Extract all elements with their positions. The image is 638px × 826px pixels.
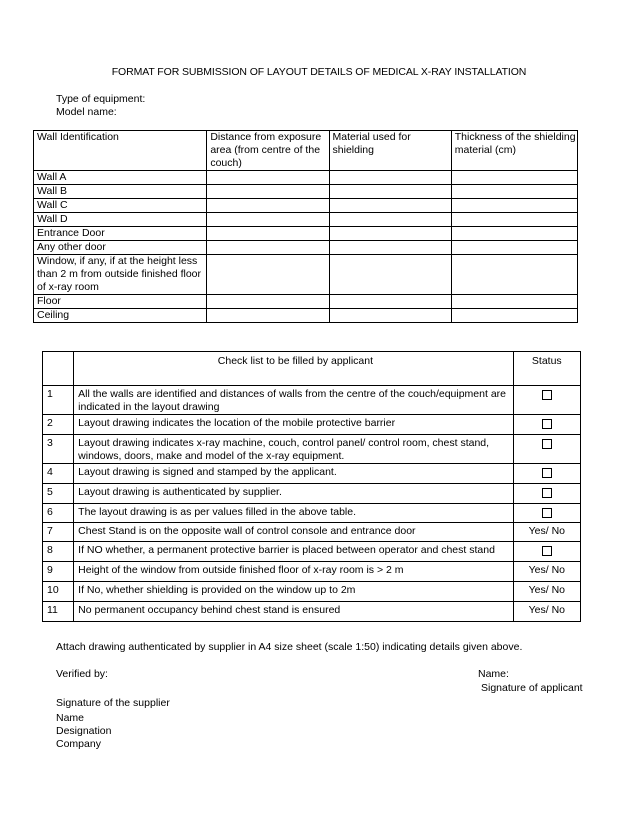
header-material: Material used for shielding bbox=[329, 131, 451, 171]
thickness-cell[interactable] bbox=[451, 227, 577, 241]
item-number: 6 bbox=[43, 504, 74, 523]
checkbox-icon[interactable] bbox=[542, 488, 552, 498]
table-row bbox=[34, 241, 578, 255]
material-cell[interactable] bbox=[329, 199, 451, 213]
checklist-header-row bbox=[43, 352, 581, 386]
thickness-cell[interactable] bbox=[451, 185, 577, 199]
thickness-cell[interactable] bbox=[451, 213, 577, 227]
name-label-right: Name: bbox=[478, 668, 509, 680]
name-label: Name bbox=[56, 712, 85, 724]
verified-by-label: Verified by: bbox=[56, 668, 108, 680]
item-number: 5 bbox=[43, 484, 74, 504]
status-cell[interactable] bbox=[513, 386, 580, 415]
status-cell[interactable] bbox=[513, 415, 580, 435]
thickness-cell[interactable] bbox=[451, 255, 577, 295]
item-text: The layout drawing is as per values filled in the above table. bbox=[74, 504, 513, 523]
thickness-cell[interactable] bbox=[451, 309, 577, 323]
wall-label: Any other door bbox=[34, 241, 207, 255]
table-row bbox=[43, 582, 581, 602]
item-number: 2 bbox=[43, 415, 74, 435]
item-text: Layout drawing is authenticated by supplier. bbox=[74, 484, 513, 504]
material-cell[interactable] bbox=[329, 185, 451, 199]
table-row bbox=[43, 415, 581, 435]
item-number: 11 bbox=[43, 602, 74, 622]
item-text: All the walls are identified and distances of walls from the centre of the couch/equipment are indicated in the layout drawing bbox=[74, 386, 513, 415]
table-row bbox=[34, 255, 578, 295]
table-row bbox=[34, 213, 578, 227]
wall-label: Floor bbox=[34, 295, 207, 309]
status-cell[interactable] bbox=[513, 542, 580, 562]
checkbox-icon[interactable] bbox=[542, 508, 552, 518]
wall-label: Wall C bbox=[34, 199, 207, 213]
distance-cell[interactable] bbox=[207, 213, 329, 227]
table-row bbox=[43, 602, 581, 622]
table-row bbox=[43, 484, 581, 504]
material-cell[interactable] bbox=[329, 213, 451, 227]
status-value[interactable]: Yes/ No bbox=[513, 602, 580, 622]
material-cell[interactable] bbox=[329, 171, 451, 185]
attach-note: Attach drawing authenticated by supplier in A4 size sheet (scale 1:50) indicating details given above. bbox=[56, 641, 523, 653]
material-cell[interactable] bbox=[329, 255, 451, 295]
equipment-meta bbox=[56, 93, 145, 119]
item-number: 8 bbox=[43, 542, 74, 562]
item-text: No permanent occupancy behind chest stand is ensured bbox=[74, 602, 513, 622]
thickness-cell[interactable] bbox=[451, 241, 577, 255]
table-row bbox=[43, 504, 581, 523]
table-row bbox=[43, 562, 581, 582]
table-row bbox=[43, 435, 581, 464]
layout-details-table bbox=[33, 130, 578, 323]
type-of-equipment-label: Type of equipment: bbox=[56, 93, 146, 105]
thickness-cell[interactable] bbox=[451, 295, 577, 309]
table-row bbox=[43, 523, 581, 542]
material-cell[interactable] bbox=[329, 309, 451, 323]
distance-cell[interactable] bbox=[207, 171, 329, 185]
item-text: Height of the window from outside finished floor of x-ray room is > 2 m bbox=[74, 562, 513, 582]
status-value[interactable]: Yes/ No bbox=[513, 582, 580, 602]
thickness-cell[interactable] bbox=[451, 171, 577, 185]
material-cell[interactable] bbox=[329, 241, 451, 255]
header-distance: Distance from exposure area (from centre of the couch) bbox=[207, 131, 329, 171]
designation-label: Designation bbox=[56, 725, 112, 737]
distance-cell[interactable] bbox=[207, 295, 329, 309]
page-title: FORMAT FOR SUBMISSION OF LAYOUT DETAILS OF MEDICAL X-RAY INSTALLATION bbox=[111, 66, 527, 78]
distance-cell[interactable] bbox=[207, 309, 329, 323]
wall-label: Window, if any, if at the height less than 2 m from outside finished floor of x-ray room bbox=[34, 255, 207, 295]
status-cell[interactable] bbox=[513, 484, 580, 504]
table-row bbox=[34, 199, 578, 213]
status-cell[interactable] bbox=[513, 464, 580, 484]
material-cell[interactable] bbox=[329, 227, 451, 241]
table-row bbox=[43, 464, 581, 484]
checkbox-icon[interactable] bbox=[542, 546, 552, 556]
signature-applicant-label: Signature of applicant bbox=[481, 682, 583, 694]
checkbox-icon[interactable] bbox=[542, 439, 552, 449]
wall-label: Wall A bbox=[34, 171, 207, 185]
item-text: Layout drawing indicates x-ray machine, couch, control panel/ control room, chest stand, windows, doors, make and model of the x-ray equipment. bbox=[74, 435, 513, 464]
wall-label: Ceiling bbox=[34, 309, 207, 323]
table-row bbox=[34, 227, 578, 241]
status-value[interactable]: Yes/ No bbox=[513, 562, 580, 582]
header-thickness: Thickness of the shielding material (cm) bbox=[451, 131, 577, 171]
item-text: Layout drawing indicates the location of the mobile protective barrier bbox=[74, 415, 513, 435]
status-cell[interactable] bbox=[513, 504, 580, 523]
distance-cell[interactable] bbox=[207, 227, 329, 241]
wall-label: Entrance Door bbox=[34, 227, 207, 241]
table-row bbox=[34, 309, 578, 323]
distance-cell[interactable] bbox=[207, 241, 329, 255]
table-header-row bbox=[34, 131, 578, 171]
checklist-header: Check list to be filled by applicant bbox=[74, 352, 513, 386]
wall-label: Wall B bbox=[34, 185, 207, 199]
signature-supplier-label: Signature of the supplier bbox=[56, 697, 170, 709]
item-number: 1 bbox=[43, 386, 74, 415]
status-value[interactable]: Yes/ No bbox=[513, 523, 580, 542]
distance-cell[interactable] bbox=[207, 185, 329, 199]
table-row bbox=[34, 185, 578, 199]
checkbox-icon[interactable] bbox=[542, 390, 552, 400]
item-text: Chest Stand is on the opposite wall of control console and entrance door bbox=[74, 523, 513, 542]
checklist-table bbox=[42, 351, 581, 622]
header-wall-identification: Wall Identification bbox=[34, 131, 207, 171]
item-number: 10 bbox=[43, 582, 74, 602]
item-number: 7 bbox=[43, 523, 74, 542]
model-name-label: Model name: bbox=[56, 106, 117, 118]
company-label: Company bbox=[56, 738, 101, 750]
item-text: Layout drawing is signed and stamped by the applicant. bbox=[74, 464, 513, 484]
status-cell[interactable] bbox=[513, 435, 580, 464]
checkbox-icon[interactable] bbox=[542, 419, 552, 429]
wall-label: Wall D bbox=[34, 213, 207, 227]
table-row bbox=[43, 542, 581, 562]
distance-cell[interactable] bbox=[207, 199, 329, 213]
status-header: Status bbox=[513, 352, 580, 386]
item-number: 3 bbox=[43, 435, 74, 464]
table-row bbox=[34, 171, 578, 185]
checkbox-icon[interactable] bbox=[542, 468, 552, 478]
item-text: If NO whether, a permanent protective barrier is placed between operator and chest stand bbox=[74, 542, 513, 562]
table-row bbox=[43, 386, 581, 415]
table-row bbox=[34, 295, 578, 309]
item-number: 9 bbox=[43, 562, 74, 582]
material-cell[interactable] bbox=[329, 295, 451, 309]
item-number: 4 bbox=[43, 464, 74, 484]
distance-cell[interactable] bbox=[207, 255, 329, 295]
number-header bbox=[43, 352, 74, 386]
item-text: If No, whether shielding is provided on the window up to 2m bbox=[74, 582, 513, 602]
thickness-cell[interactable] bbox=[451, 199, 577, 213]
